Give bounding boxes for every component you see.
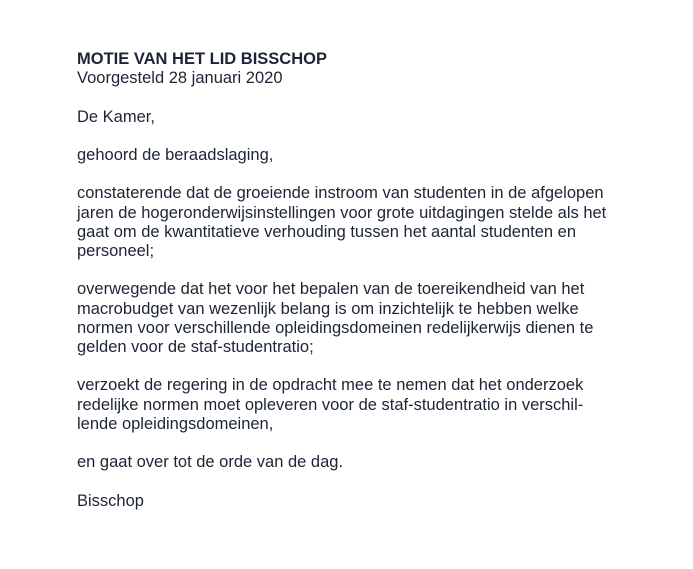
text-line: macrobudget van wezenlijk belang is om inzichtelijk te hebben welke [77, 299, 579, 318]
text-line: constaterende dat de groeiende instroom van studenten in de afgelopen [77, 184, 604, 203]
text-line: gaat om de kwantitatieve verhouding tussen het aantal studenten en [77, 222, 577, 241]
motion-document [77, 50, 637, 530]
text-line: overwegende dat het voor het bepalen van de toereikendheid van het [77, 280, 585, 299]
salutation: De Kamer, [77, 107, 155, 126]
text-line: en gaat over tot de orde van de dag. [77, 453, 344, 472]
text-line: gelden voor de staf-studentratio; [77, 337, 314, 356]
text-line: normen voor verschillende opleidingsdomeinen redelijkerwijs dienen te [77, 318, 594, 337]
text-line: personeel; [77, 241, 155, 260]
paragraph-requests [77, 376, 637, 434]
proposal-date: Voorgesteld 28 januari 2020 [77, 69, 283, 88]
text-line: jaren de hogeronderwijsinstellingen voor grote uitdagingen stelde als het [77, 203, 607, 222]
paragraph-closing [77, 453, 637, 472]
text-line: redelijke normen moet opleveren voor de staf-studentratio in verschil- [77, 395, 584, 414]
text-line: lende opleidingsdomeinen, [77, 414, 274, 433]
text-line: verzoekt de regering in de opdracht mee te nemen dat het onderzoek [77, 376, 584, 395]
paragraph-considering [77, 184, 637, 261]
text-line: gehoord de beraadslaging, [77, 145, 274, 164]
motion-title: MOTIE VAN HET LID BISSCHOP [77, 50, 327, 68]
signature: Bisschop [77, 491, 144, 510]
paragraph-heard [77, 146, 637, 165]
paragraph-weighing [77, 280, 637, 357]
